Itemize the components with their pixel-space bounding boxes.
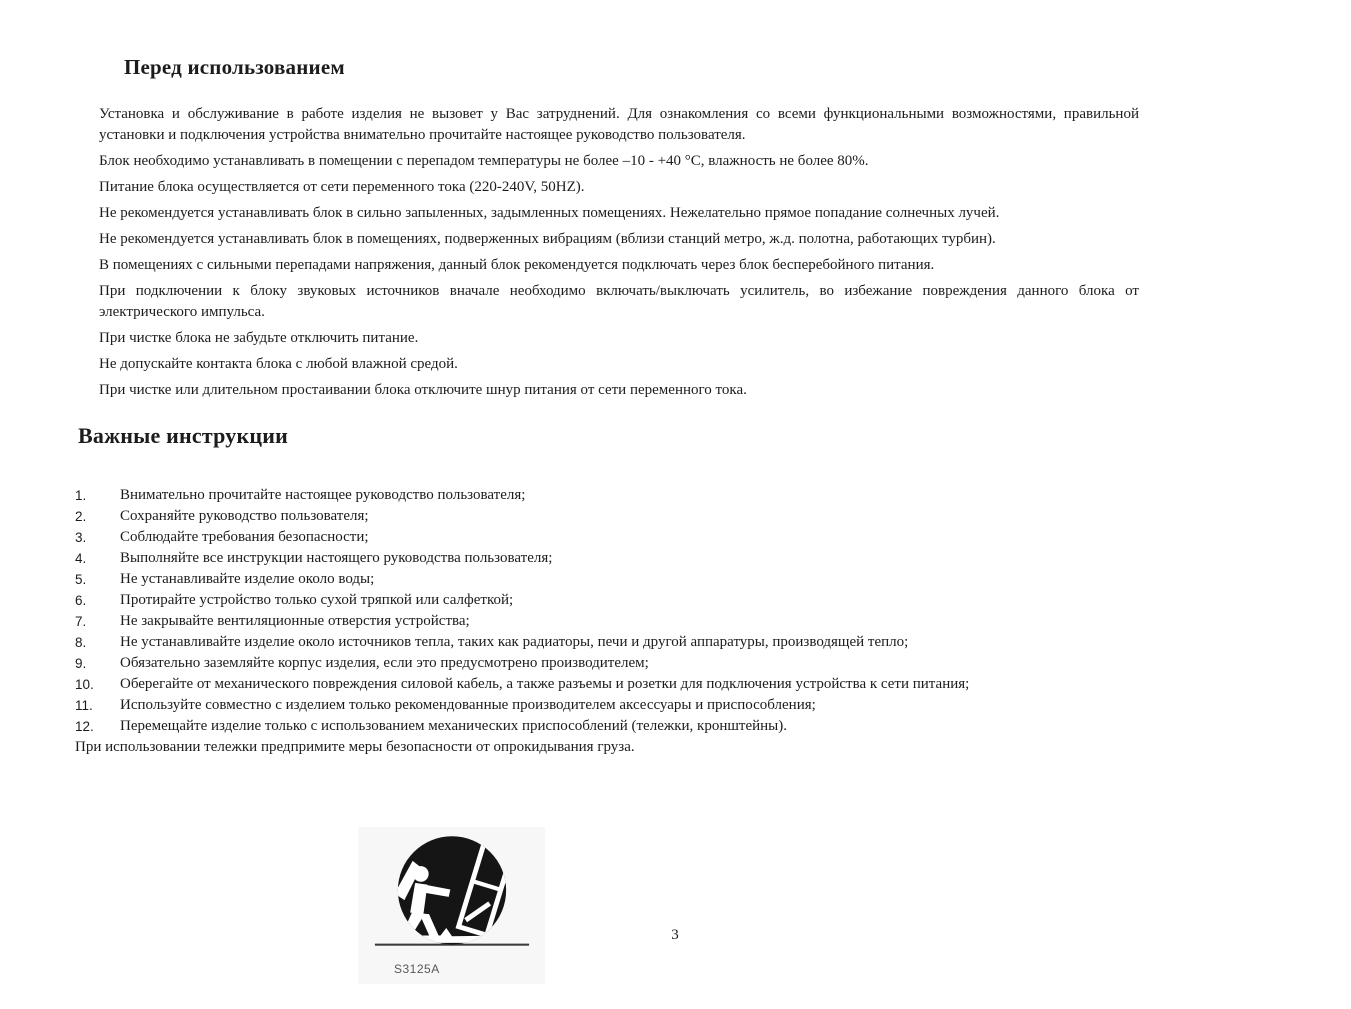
- instruction-item: [75, 590, 1135, 611]
- section-title-important-instructions: Важные инструкции: [78, 423, 288, 448]
- paragraph: При подключении к блоку звуковых источников вначале необходимо включать/выключать усилитель, во избежание повреждения данного блока от электрического импульса.: [99, 283, 1139, 320]
- instruction-item: [75, 548, 1135, 569]
- instruction-text: Оберегайте от механического повреждения силовой кабель, а также разъемы и розетки для подключения устройства к сети питания;: [120, 676, 970, 692]
- instruction-item: [75, 632, 1135, 653]
- instruction-item: [75, 485, 1135, 506]
- instruction-number: 1.: [75, 488, 87, 503]
- instruction-number: 2.: [75, 509, 87, 524]
- instruction-text: Сохраняйте руководство пользователя;: [120, 508, 369, 524]
- instruction-number: 3.: [75, 530, 87, 545]
- instruction-number: 11.: [75, 698, 93, 713]
- instruction-text: Протирайте устройство только сухой тряпкой или салфеткой;: [120, 592, 514, 608]
- instruction-text: Используйте совместно с изделием только рекомендованные производителем аксессуары и приспособления;: [120, 697, 816, 713]
- instruction-text: Не закрывайте вентиляционные отверстия устройства;: [120, 613, 470, 629]
- paragraph: Блок необходимо устанавливать в помещении с перепадом температуры не более –10 - +40 °C, влажность не более 80%.: [99, 153, 869, 169]
- instruction-text: Внимательно прочитайте настоящее руководство пользователя;: [120, 487, 526, 503]
- before-use-paragraphs: [99, 104, 1139, 401]
- cart-safety-note: При использовании тележки предпримите меры безопасности от опрокидывания груза.: [75, 739, 635, 755]
- instruction-item: [75, 569, 1135, 590]
- paragraph: Установка и обслуживание в работе изделия не вызовет у Вас затруднений. Для ознакомления со всеми функциональными возможностями, правильной установки и подключения устройства внимательно прочитайте настоящее руководство пользователя.: [99, 106, 1139, 143]
- instruction-text: Выполняйте все инструкции настоящего руководства пользователя;: [120, 550, 553, 566]
- paragraph: Не рекомендуется устанавливать блок в помещениях, подверженных вибрациям (вблизи станций метро, ж.д. полотна, работающих турбин).: [99, 231, 996, 247]
- instruction-number: 6.: [75, 593, 87, 608]
- instruction-text: Перемещайте изделие только с использованием механических приспособлений (тележки, кронштейны).: [120, 718, 787, 734]
- instruction-number: 10.: [75, 677, 94, 692]
- instruction-number: 7.: [75, 614, 87, 629]
- instruction-item: [75, 716, 1135, 737]
- instruction-number: 12.: [75, 719, 94, 734]
- document-page: [0, 55, 1351, 1009]
- instruction-number: 5.: [75, 572, 87, 587]
- paragraph: Не рекомендуется устанавливать блок в сильно запыленных, задымленных помещениях. Нежелательно прямое попадание солнечных лучей.: [99, 205, 1000, 221]
- instruction-item: [75, 653, 1135, 674]
- instructions-list: [75, 485, 1135, 737]
- page-number: 3: [671, 927, 679, 943]
- instruction-text: Обязательно заземляйте корпус изделия, если это предусмотрено производителем;: [120, 655, 649, 671]
- cart-warning-symbol-icon: [370, 831, 534, 971]
- instruction-number: 9.: [75, 656, 87, 671]
- section-title-before-use: Перед использованием: [124, 55, 345, 79]
- instruction-item: [75, 611, 1135, 632]
- instruction-item: [75, 674, 1135, 695]
- paragraph: Не допускайте контакта блока с любой влажной средой.: [99, 356, 458, 372]
- instruction-item: [75, 527, 1135, 548]
- instruction-item: [75, 695, 1135, 716]
- instruction-number: 8.: [75, 635, 87, 650]
- instruction-text: Соблюдайте требования безопасности;: [120, 529, 369, 545]
- instruction-number: 4.: [75, 551, 87, 566]
- paragraph: Питание блока осуществляется от сети переменного тока (220-240V, 50HZ).: [99, 179, 585, 195]
- figure-label: S3125A: [394, 962, 440, 976]
- instruction-text: Не устанавливайте изделие около источников тепла, таких как радиаторы, печи и другой аппаратуры, производящей тепло;: [120, 634, 909, 650]
- instruction-item: [75, 506, 1135, 527]
- cart-warning-figure: [358, 827, 545, 984]
- paragraph: В помещениях с сильными перепадами напряжения, данный блок рекомендуется подключать через блок бесперебойного питания.: [99, 257, 935, 273]
- paragraph: При чистке или длительном простаивании блока отключите шнур питания от сети переменного тока.: [99, 382, 747, 398]
- instruction-text: Не устанавливайте изделие около воды;: [120, 571, 375, 587]
- paragraph: При чистке блока не забудьте отключить питание.: [99, 330, 419, 346]
